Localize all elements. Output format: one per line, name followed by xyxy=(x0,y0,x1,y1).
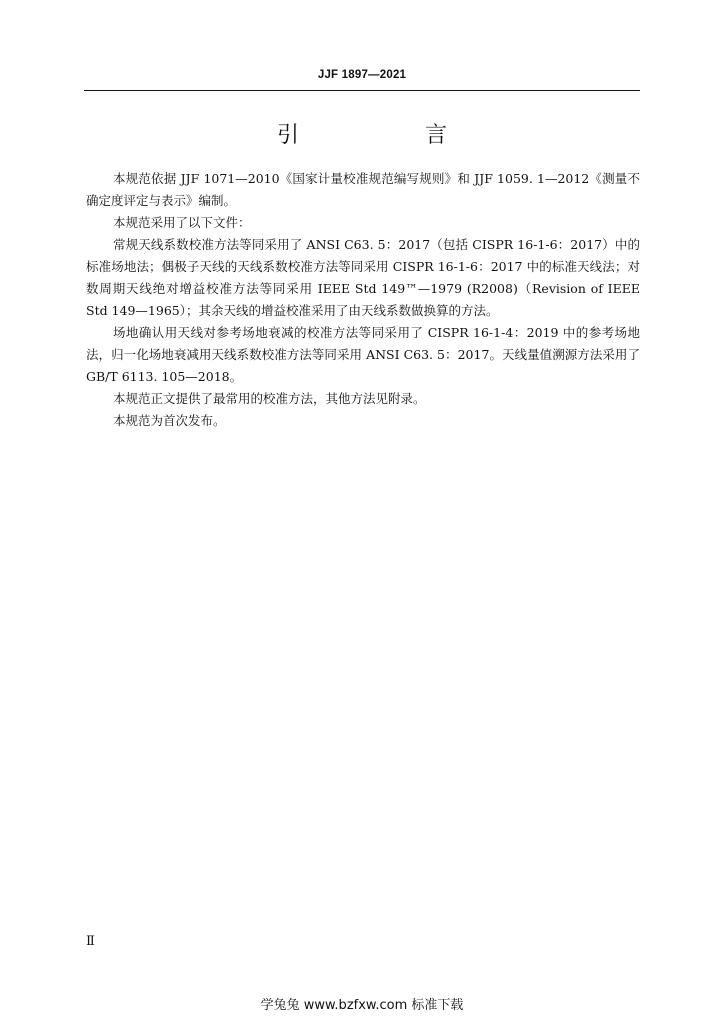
paragraph-antenna-methods: 常规天线系数校准方法等同采用了 ANSI C63. 5：2017（包括 CISPR 16-1-6：2017）中的标准场地法；偶极子天线的天线系数校准方法等同采用 CISPR 16-1-6：2017 中的标准天线法；对数周期天线绝对增益校准方法等同采用 IEEE Std 149™—1979 (R2008)（Revision of IEEE Std 149—1965）；其余天线的增益校准采用了由天线系数做换算的方法。 xyxy=(86,237,640,318)
header-divider xyxy=(84,90,640,91)
paragraph-main-text: 本规范正文提供了最常用的校准方法，其他方法见附录。 xyxy=(113,391,426,406)
paragraph-basis: 本规范依据 JJF 1071—2010《国家计量校准规范编写规则》和 JJF 1059. 1—2012《测量不确定度评定与表示》编制。 xyxy=(86,171,640,208)
page-number: Ⅱ xyxy=(86,934,95,949)
page-title: 引 言 xyxy=(276,123,499,148)
paragraph-site-validation: 场地确认用天线对参考场地衰减的校准方法等同采用了 CISPR 16-1-4：2019 中的参考场地法，归一化场地衰减用天线系数校准方法等同采用 ANSI C63. 5：2017。天线量值溯源方法采用了 GB/T 6113. 105—2018。 xyxy=(86,325,640,384)
paragraph-adopted-intro: 本规范采用了以下文件： xyxy=(113,215,251,230)
document-body xyxy=(86,168,640,432)
document-code-header: JJF 1897—2021 xyxy=(317,69,407,81)
footer-watermark: 学兔兔 www.bzfxw.com 标准下载 xyxy=(260,998,464,1013)
paragraph-first-issue: 本规范为首次发布。 xyxy=(113,413,226,428)
